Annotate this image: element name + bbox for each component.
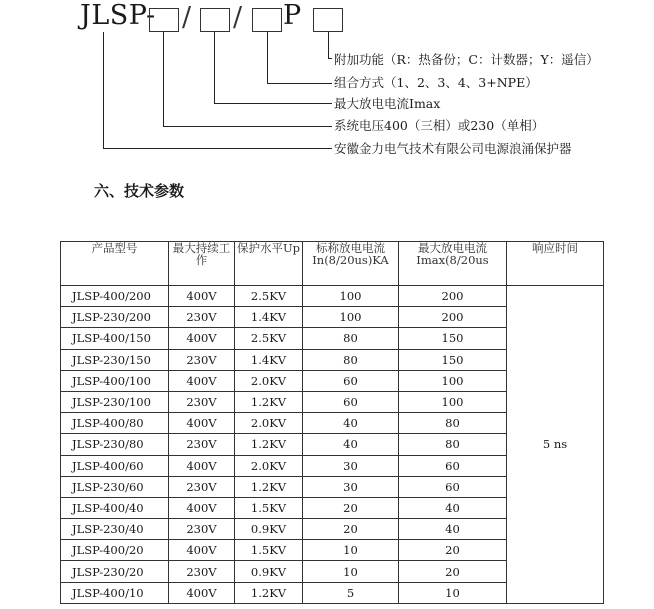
cell-voltage: 230V xyxy=(169,307,235,328)
header-model: 产品型号 xyxy=(61,242,169,286)
cell-nominal-current: 30 xyxy=(303,476,399,497)
code-box-2 xyxy=(200,8,230,32)
cell-nominal-current: 20 xyxy=(303,497,399,518)
cell-max-current: 100 xyxy=(399,391,507,412)
header-max-current: 最大放电电流Imax(8/20us xyxy=(399,242,507,286)
cell-voltage: 400V xyxy=(169,328,235,349)
connector-h-0 xyxy=(103,148,332,149)
cell-model: JLSP-400/80 xyxy=(61,413,169,434)
cell-max-current: 200 xyxy=(399,307,507,328)
cell-model: JLSP-400/20 xyxy=(61,540,169,561)
cell-protection-level: 1.4KV xyxy=(235,349,303,370)
cell-model: JLSP-230/80 xyxy=(61,434,169,455)
table-header-row xyxy=(61,242,604,286)
cell-protection-level: 1.2KV xyxy=(235,391,303,412)
cell-max-current: 20 xyxy=(399,540,507,561)
cell-voltage: 400V xyxy=(169,455,235,476)
code-slash-1: / xyxy=(182,2,192,33)
cell-model: JLSP-400/150 xyxy=(61,328,169,349)
cell-protection-level: 2.5KV xyxy=(235,286,303,307)
cell-nominal-current: 60 xyxy=(303,370,399,391)
spec-table xyxy=(60,241,604,604)
legend-product-name: 安徽金力电气技术有限公司电源浪涌保护器 xyxy=(334,141,572,156)
connector-v-0 xyxy=(103,32,104,149)
cell-max-current: 200 xyxy=(399,286,507,307)
cell-voltage: 400V xyxy=(169,370,235,391)
cell-max-current: 150 xyxy=(399,328,507,349)
cell-response-time: 5 ns xyxy=(507,286,604,604)
cell-max-current: 20 xyxy=(399,561,507,582)
cell-voltage: 400V xyxy=(169,286,235,307)
header-nominal-current: 标称放电电流In(8/20us)KA xyxy=(303,242,399,286)
cell-max-current: 80 xyxy=(399,434,507,455)
cell-voltage: 400V xyxy=(169,413,235,434)
connector-h-4 xyxy=(328,58,332,59)
legend-max-discharge-current: 最大放电电流Imax xyxy=(334,96,441,111)
code-box-4 xyxy=(313,8,343,32)
cell-protection-level: 1.5KV xyxy=(235,540,303,561)
cell-model: JLSP-230/60 xyxy=(61,476,169,497)
legend-system-voltage: 系统电压400（三相）或230（单相） xyxy=(334,118,545,133)
header-protection-level: 保护水平Up xyxy=(235,242,303,286)
connector-h-1 xyxy=(163,126,332,127)
cell-model: JLSP-230/100 xyxy=(61,391,169,412)
cell-max-current: 40 xyxy=(399,519,507,540)
header-response-time: 响应时间 xyxy=(507,242,604,286)
cell-model: JLSP-400/100 xyxy=(61,370,169,391)
cell-protection-level: 2.0KV xyxy=(235,370,303,391)
cell-model: JLSP-400/60 xyxy=(61,455,169,476)
legend-combination-mode: 组合方式（1、2、3、4、3+NPE） xyxy=(334,75,538,90)
cell-nominal-current: 100 xyxy=(303,307,399,328)
cell-model: JLSP-230/200 xyxy=(61,307,169,328)
table-body xyxy=(61,286,604,604)
cell-model: JLSP-230/40 xyxy=(61,519,169,540)
cell-nominal-current: 30 xyxy=(303,455,399,476)
cell-max-current: 40 xyxy=(399,497,507,518)
legend-additional-function: 附加功能（R：热备份；C：计数器；Y：遥信） xyxy=(334,52,599,67)
cell-voltage: 230V xyxy=(169,349,235,370)
code-p: P xyxy=(283,0,302,31)
cell-nominal-current: 20 xyxy=(303,519,399,540)
cell-protection-level: 0.9KV xyxy=(235,519,303,540)
cell-nominal-current: 40 xyxy=(303,434,399,455)
cell-nominal-current: 5 xyxy=(303,582,399,603)
cell-nominal-current: 40 xyxy=(303,413,399,434)
cell-nominal-current: 100 xyxy=(303,286,399,307)
cell-model: JLSP-400/200 xyxy=(61,286,169,307)
cell-protection-level: 1.5KV xyxy=(235,497,303,518)
cell-protection-level: 1.4KV xyxy=(235,307,303,328)
cell-voltage: 400V xyxy=(169,540,235,561)
table-row xyxy=(61,286,604,307)
cell-max-current: 60 xyxy=(399,455,507,476)
cell-nominal-current: 60 xyxy=(303,391,399,412)
code-box-3 xyxy=(252,8,282,32)
code-prefix: JLSP- xyxy=(80,0,156,31)
connector-v-3 xyxy=(267,32,268,84)
cell-voltage: 230V xyxy=(169,476,235,497)
cell-voltage: 230V xyxy=(169,561,235,582)
cell-max-current: 10 xyxy=(399,582,507,603)
cell-voltage: 230V xyxy=(169,391,235,412)
header-max-continuous: 最大持续工作 xyxy=(169,242,235,286)
cell-model: JLSP-400/40 xyxy=(61,497,169,518)
cell-model: JLSP-400/10 xyxy=(61,582,169,603)
connector-v-4 xyxy=(328,32,329,59)
cell-max-current: 60 xyxy=(399,476,507,497)
cell-protection-level: 1.2KV xyxy=(235,582,303,603)
cell-max-current: 150 xyxy=(399,349,507,370)
cell-voltage: 400V xyxy=(169,497,235,518)
cell-protection-level: 2.0KV xyxy=(235,455,303,476)
cell-nominal-current: 10 xyxy=(303,561,399,582)
cell-protection-level: 2.5KV xyxy=(235,328,303,349)
cell-nominal-current: 80 xyxy=(303,328,399,349)
connector-v-1 xyxy=(163,32,164,127)
cell-nominal-current: 80 xyxy=(303,349,399,370)
cell-protection-level: 1.2KV xyxy=(235,434,303,455)
cell-nominal-current: 10 xyxy=(303,540,399,561)
cell-protection-level: 1.2KV xyxy=(235,476,303,497)
section-title: 六、技术参数 xyxy=(94,182,185,200)
connector-h-3 xyxy=(267,83,332,84)
cell-voltage: 230V xyxy=(169,519,235,540)
connector-h-2 xyxy=(214,103,332,104)
cell-max-current: 80 xyxy=(399,413,507,434)
cell-model: JLSP-230/20 xyxy=(61,561,169,582)
cell-model: JLSP-230/150 xyxy=(61,349,169,370)
code-box-1 xyxy=(149,8,179,32)
cell-protection-level: 0.9KV xyxy=(235,561,303,582)
cell-voltage: 400V xyxy=(169,582,235,603)
code-slash-2: / xyxy=(233,2,243,33)
cell-protection-level: 2.0KV xyxy=(235,413,303,434)
cell-max-current: 100 xyxy=(399,370,507,391)
cell-voltage: 230V xyxy=(169,434,235,455)
connector-v-2 xyxy=(214,32,215,104)
